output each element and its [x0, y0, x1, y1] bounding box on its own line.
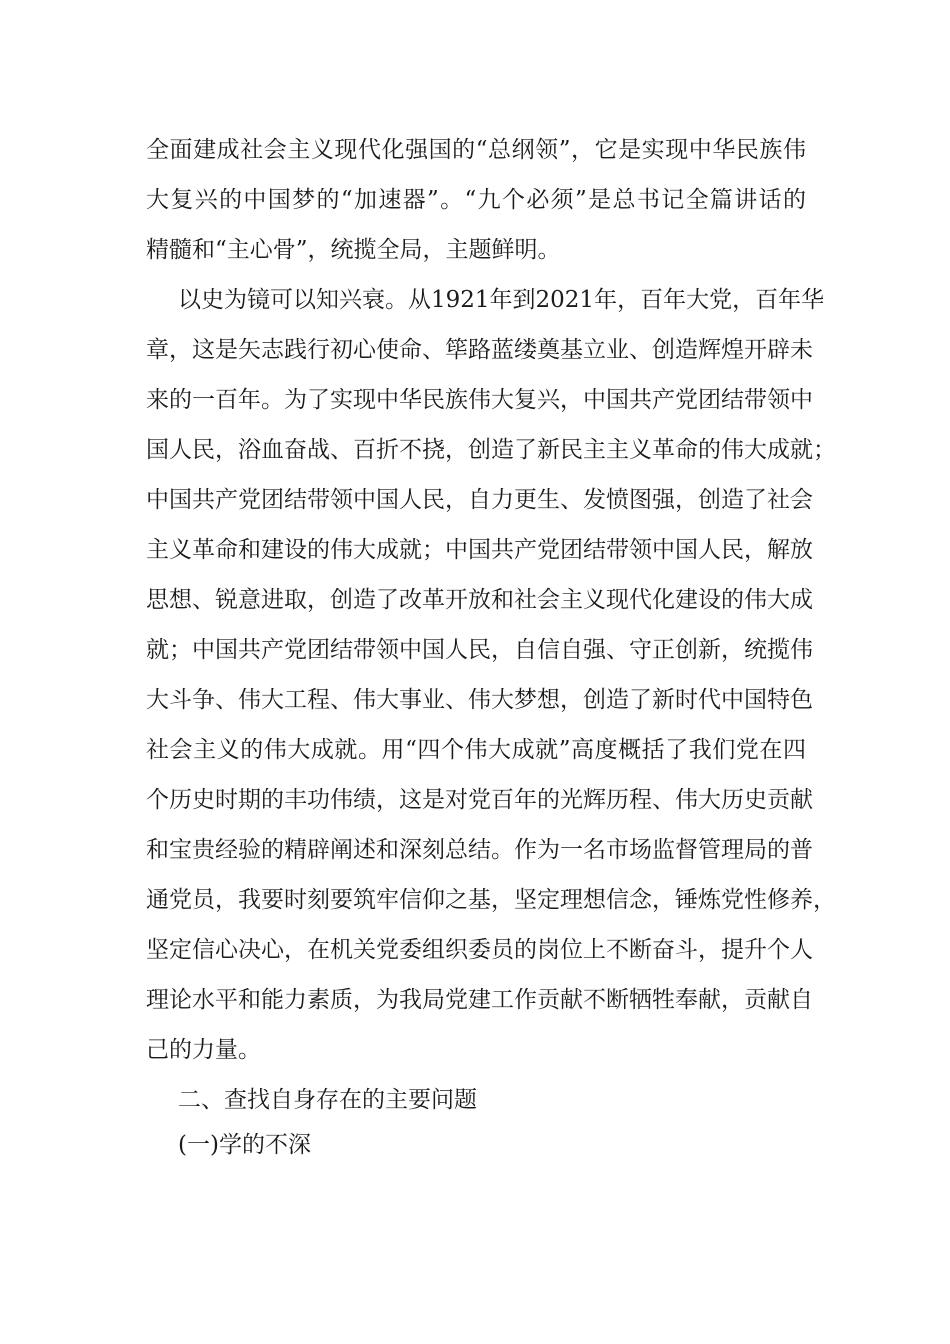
text-line: 思想、锐意进取，创造了改革开放和社会主义现代化建设的伟大成	[146, 587, 813, 613]
text-line: 全面建成社会主义现代化强国的“总纲领”，它是实现中华民族伟	[146, 137, 806, 163]
text-line: 主义革命和建设的伟大成就；中国共产党团结带领中国人民，解放	[146, 537, 813, 563]
text-line: 章，这是矢志践行初心使命、筚路蓝缕奠基立业、创造辉煌开辟未	[146, 337, 813, 363]
subsection-heading: (一)学的不深	[178, 1132, 311, 1158]
text-line: 己的力量。	[146, 1037, 261, 1063]
text-line: 个历史时期的丰功伟绩，这是对党百年的光辉历程、伟大历史贡献	[146, 787, 813, 813]
text-line: 通党员，我要时刻要筑牢信仰之基，坚定理想信念，锤炼党性修养，	[146, 887, 836, 913]
text-line: 以史为镜可以知兴衰。从1921年到2021年，百年大党，百年华	[178, 287, 825, 313]
text-line: 坚定信心决心，在机关党委组织委员的岗位上不断奋斗，提升个人	[146, 937, 813, 963]
text-line: 大复兴的中国梦的“加速器”。“九个必须”是总书记全篇讲话的	[146, 187, 806, 213]
text-line: 来的一百年。为了实现中华民族伟大复兴，中国共产党团结带领中	[146, 387, 813, 413]
text-line: 中国共产党团结带领中国人民，自力更生、发愤图强，创造了社会	[146, 487, 813, 513]
text-line: 和宝贵经验的精辟阐述和深刻总结。作为一名市场监督管理局的普	[146, 837, 813, 863]
section-heading: 二、查找自身存在的主要问题	[178, 1087, 477, 1113]
text-line: 社会主义的伟大成就。用“四个伟大成就”高度概括了我们党在四	[146, 737, 806, 763]
text-line: 理论水平和能力素质，为我局党建工作贡献不断牺牲奉献，贡献自	[146, 987, 813, 1013]
text-line: 精髓和“主心骨”，统揽全局，主题鲜明。	[146, 237, 561, 263]
text-line: 就；中国共产党团结带领中国人民，自信自强、守正创新，统揽伟	[146, 637, 813, 663]
text-line: 大斗争、伟大工程、伟大事业、伟大梦想，创造了新时代中国特色	[146, 687, 813, 713]
text-line: 国人民，浴血奋战、百折不挠，创造了新民主主义革命的伟大成就；	[146, 437, 836, 463]
